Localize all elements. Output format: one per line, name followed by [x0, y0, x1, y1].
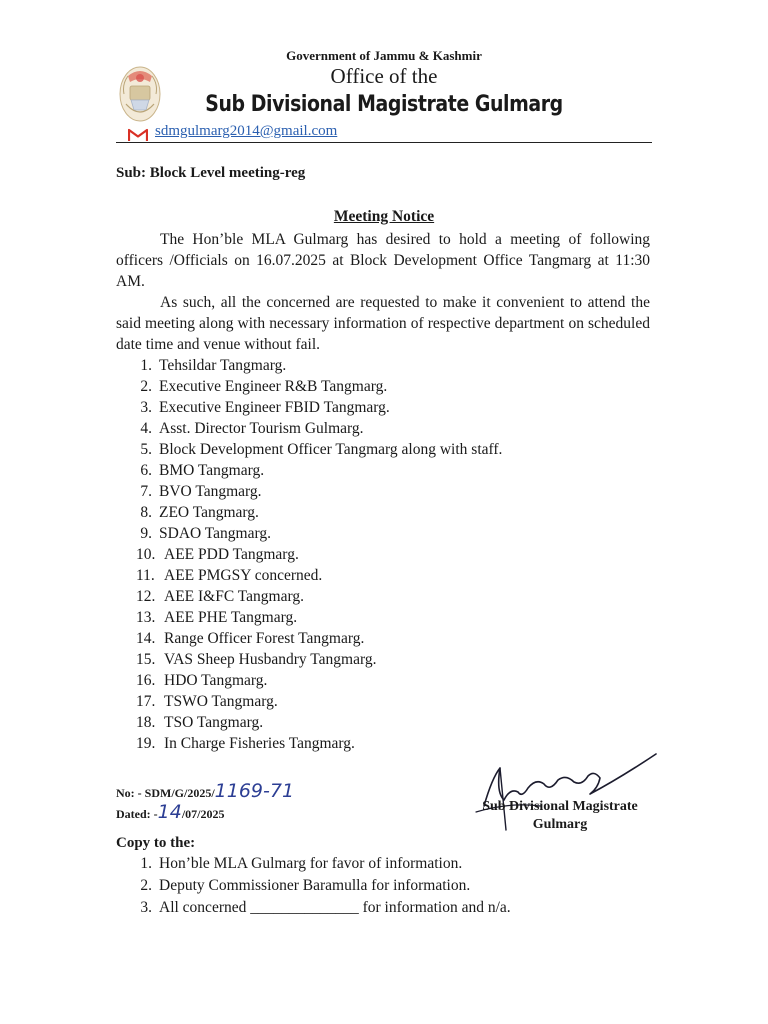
copy-to-heading: Copy to the: [116, 835, 196, 851]
office-heading: Office of the [330, 64, 438, 88]
attendee-number: 11. [136, 567, 155, 584]
attendee-text: Executive Engineer FBID Tangmarg. [159, 399, 390, 416]
attendee-text: AEE PDD Tangmarg. [164, 546, 299, 563]
attendee-text: AEE PMGSY concerned. [164, 567, 323, 584]
attendee-number: 12. [136, 588, 156, 605]
attendee-number: 13. [136, 609, 156, 626]
attendee-text: Tehsildar Tangmarg. [159, 357, 287, 374]
attendee-text: AEE PHE Tangmarg. [164, 609, 298, 626]
attendee-number: 9. [140, 525, 152, 542]
attendee-text: Asst. Director Tourism Gulmarg. [159, 420, 364, 437]
copy-to-text: Hon’ble MLA Gulmarg for favor of information. [159, 855, 463, 872]
notice-title [0, 208, 768, 226]
attendee-number: 3. [140, 399, 152, 416]
attendee-text: In Charge Fisheries Tangmarg. [164, 735, 355, 752]
reference-number [116, 780, 294, 802]
attendee-text: VAS Sheep Husbandry Tangmarg. [164, 651, 377, 668]
reference-number-handwritten: 1169-71 [214, 780, 295, 802]
copy-to-number: 1. [140, 855, 152, 872]
subject-line: Sub: Block Level meeting-reg [116, 165, 306, 181]
attendee-text: ZEO Tangmarg. [159, 504, 259, 521]
copy-to-number: 3. [140, 899, 152, 916]
attendee-number: 6. [140, 462, 152, 479]
signatory-title: Sub Divisional Magistrate [482, 799, 638, 814]
reference-date-handwritten: 14 [157, 801, 182, 823]
attendee-number: 8. [140, 504, 152, 521]
attendee-text: AEE I&FC Tangmarg. [164, 588, 304, 605]
reference-date-label: Dated: - [116, 807, 158, 821]
reference-number-label: No: - SDM/G/2025/ [116, 786, 215, 800]
reference-date-suffix: /07/2025 [181, 807, 225, 821]
attendee-number: 5. [140, 441, 152, 458]
attendee-number: 18. [136, 714, 156, 731]
email-link[interactable]: sdmgulmarg2014@gmail.com [155, 123, 338, 139]
attendee-number: 2. [140, 378, 152, 395]
attendee-text: Block Development Officer Tangmarg along with staff. [159, 441, 503, 458]
attendee-number: 15. [136, 651, 156, 668]
attendee-text: Executive Engineer R&B Tangmarg. [159, 378, 388, 395]
attendee-number: 14. [136, 630, 156, 647]
signatory-block [470, 798, 650, 834]
attendee-number: 10. [136, 546, 156, 563]
attendee-text: BVO Tangmarg. [159, 483, 262, 500]
signatory-location: Gulmarg [532, 817, 588, 832]
attendee-number: 19. [136, 735, 156, 752]
notice-title-text: Meeting Notice [333, 208, 435, 225]
attendee-number: 17. [136, 693, 156, 710]
notice-paragraph-2: As such, all the concerned are requested to make it convenient to attend the said meeting along with necessary information of respective department on scheduled date time and venue without fail. [116, 294, 650, 353]
attendee-number: 4. [140, 420, 152, 437]
reference-date [116, 801, 225, 823]
attendee-text: HDO Tangmarg. [164, 672, 268, 689]
notice-paragraph-1: The Hon’ble MLA Gulmarg has desired to hold a meeting of following officers /Officials on 16.07.2025 at Block Development Office Tangmarg at 11:30 AM. [116, 231, 650, 290]
authority-heading: Sub Divisional Magistrate Gulmarg [205, 92, 563, 117]
attendee-text: TSO Tangmarg. [164, 714, 264, 731]
gmail-icon [128, 128, 148, 142]
attendee-text: SDAO Tangmarg. [159, 525, 272, 542]
copy-to-text: All concerned ______________ for information and n/a. [159, 899, 511, 916]
attendee-text: Range Officer Forest Tangmarg. [164, 630, 365, 647]
attendee-number: 1. [140, 357, 152, 374]
header-divider [116, 142, 652, 143]
government-heading: Government of Jammu & Kashmir [286, 48, 482, 63]
attendee-number: 7. [140, 483, 152, 500]
attendee-text: BMO Tangmarg. [159, 462, 265, 479]
attendee-number: 16. [136, 672, 156, 689]
copy-to-number: 2. [140, 877, 152, 894]
attendee-text: TSWO Tangmarg. [164, 693, 278, 710]
copy-to-text: Deputy Commissioner Baramulla for information. [159, 877, 471, 894]
